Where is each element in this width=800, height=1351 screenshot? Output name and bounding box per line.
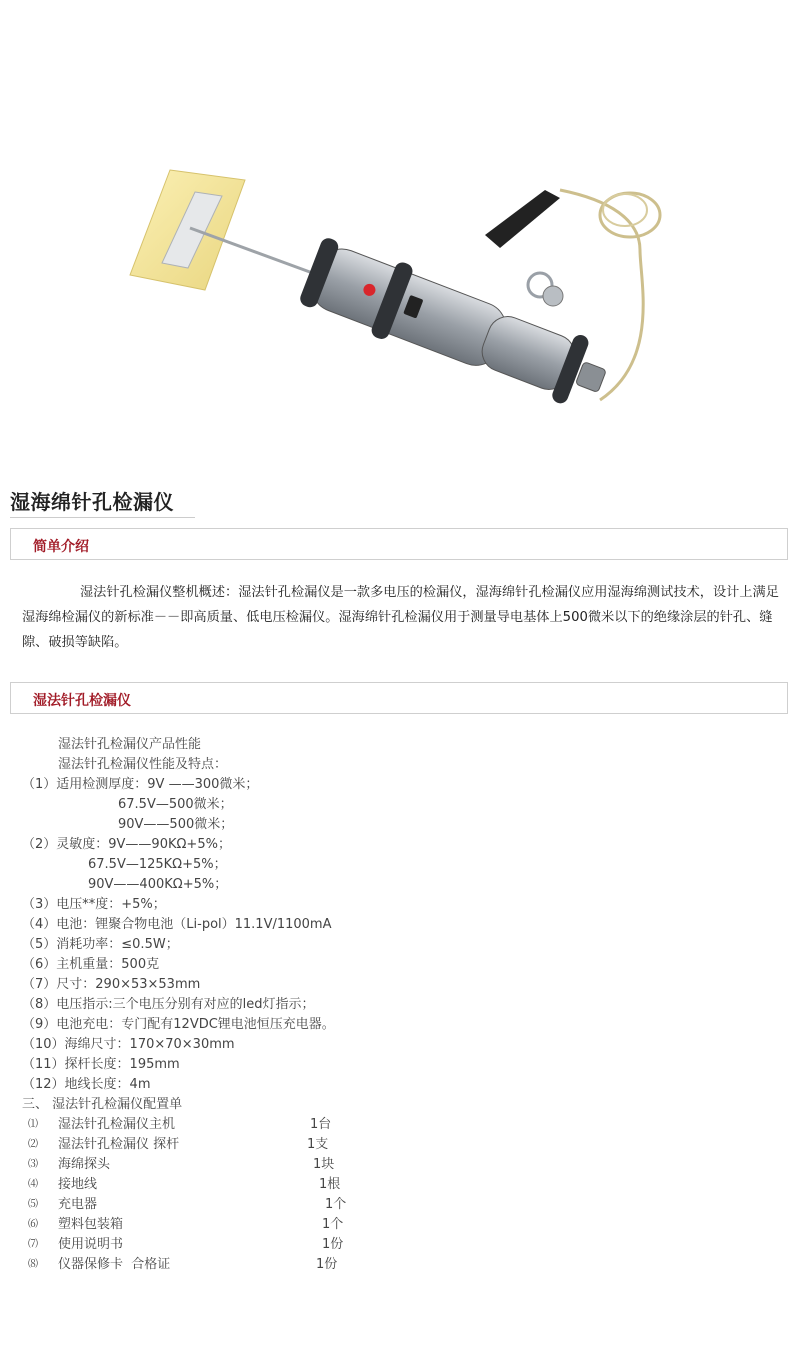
spec-line: （8）电压指示:三个电压分别有对应的led灯指示； <box>22 997 315 1012</box>
spec-line: （4）电池：锂聚合物电池（Li-pol）11.1V/1100mA <box>22 917 332 932</box>
config-item-name: 湿法针孔检漏仪主机 <box>58 1117 176 1132</box>
spec-title: 湿法针孔检漏仪产品性能 <box>58 737 202 752</box>
section-heading-detail: 湿法针孔检漏仪 <box>33 693 131 709</box>
config-item-name: 海绵探头 <box>58 1157 111 1172</box>
config-item-qty: 1份 <box>316 1257 338 1272</box>
config-num: ⑵ <box>28 1139 38 1150</box>
spec-line: （5）消耗功率：≤0.5W； <box>22 937 179 952</box>
config-item-qty: 1个 <box>325 1197 347 1212</box>
config-item-qty: 1个 <box>322 1217 344 1232</box>
config-item-qty: 1份 <box>322 1237 344 1252</box>
config-item-qty: 1根 <box>319 1177 341 1192</box>
config-item-name: 塑料包装箱 <box>58 1217 124 1232</box>
section-header-intro <box>10 528 788 560</box>
config-item-qty: 1支 <box>307 1137 329 1152</box>
spec-line: （11）探杆长度：195mm <box>22 1057 180 1072</box>
spec-line: 90V——400KΩ+5%； <box>88 877 228 892</box>
spec-line: 90V——500微米； <box>118 817 234 832</box>
ground-ring-2 <box>543 286 563 306</box>
sponge-probe-head <box>130 170 245 290</box>
spec-subtitle: 湿法针孔检漏仪性能及特点： <box>58 757 228 772</box>
spec-line: 67.5V—125KΩ+5%； <box>88 857 227 872</box>
config-num: ⑷ <box>28 1179 38 1190</box>
spec-line: （9）电池充电：专门配有12VDC锂电池恒压充电器。 <box>22 1017 335 1032</box>
config-num: ⑻ <box>28 1259 38 1270</box>
spec-line: （7）尺寸：290×53×53mm <box>22 977 201 992</box>
config-item-name: 湿法针孔检漏仪 探杆 <box>58 1137 180 1152</box>
spec-line: （6）主机重量：500克 <box>22 957 160 972</box>
config-item-name: 接地线 <box>58 1177 98 1192</box>
section-header-detail <box>10 682 788 714</box>
config-item-name: 使用说明书 <box>58 1237 124 1252</box>
title-divider <box>10 517 195 518</box>
product-photo <box>0 0 800 470</box>
intro-paragraph: 湿法针孔检漏仪整机概述：湿法针孔检漏仪是一款多电压的检漏仪，湿海绵针孔检漏仪应用湿海绵测试技术，设计上满足湿海绵检漏仪的新标准－－即高质量、低电压检漏仪。湿海绵针孔检漏仪用于测量导电基体上500微米以下的绝缘涂层的针孔、缝隙、破损等缺陷。 <box>22 585 779 650</box>
spec-line: （12）地线长度：4m <box>22 1077 151 1092</box>
product-title: 湿海绵针孔检漏仪 <box>10 490 174 514</box>
spec-line: （2）灵敏度：9V——90KΩ+5%； <box>22 837 231 852</box>
config-item-qty: 1块 <box>313 1157 335 1172</box>
spec-line: （1）适用检测厚度：9V ——300微米； <box>22 777 259 792</box>
config-item-qty: 1台 <box>310 1117 332 1132</box>
spec-line: （3）电压**度：+5%； <box>22 897 166 912</box>
config-num: ⑸ <box>28 1199 38 1210</box>
ground-clip <box>485 190 560 248</box>
spec-line: 三、 湿法针孔检漏仪配置单 <box>22 1097 183 1112</box>
config-num: ⑶ <box>28 1159 38 1170</box>
spec-line: （10）海绵尺寸：170×70×30mm <box>22 1037 235 1052</box>
section-heading-intro: 简单介绍 <box>33 539 89 555</box>
tester-body <box>297 232 617 418</box>
config-num: ⑺ <box>28 1239 38 1250</box>
config-num: ⑹ <box>28 1219 38 1230</box>
config-item-name: 仪器保修卡 合格证 <box>58 1257 171 1272</box>
spec-line: 67.5V—500微米； <box>118 797 233 812</box>
config-item-name: 充电器 <box>58 1197 98 1212</box>
config-num: ⑴ <box>28 1119 38 1130</box>
